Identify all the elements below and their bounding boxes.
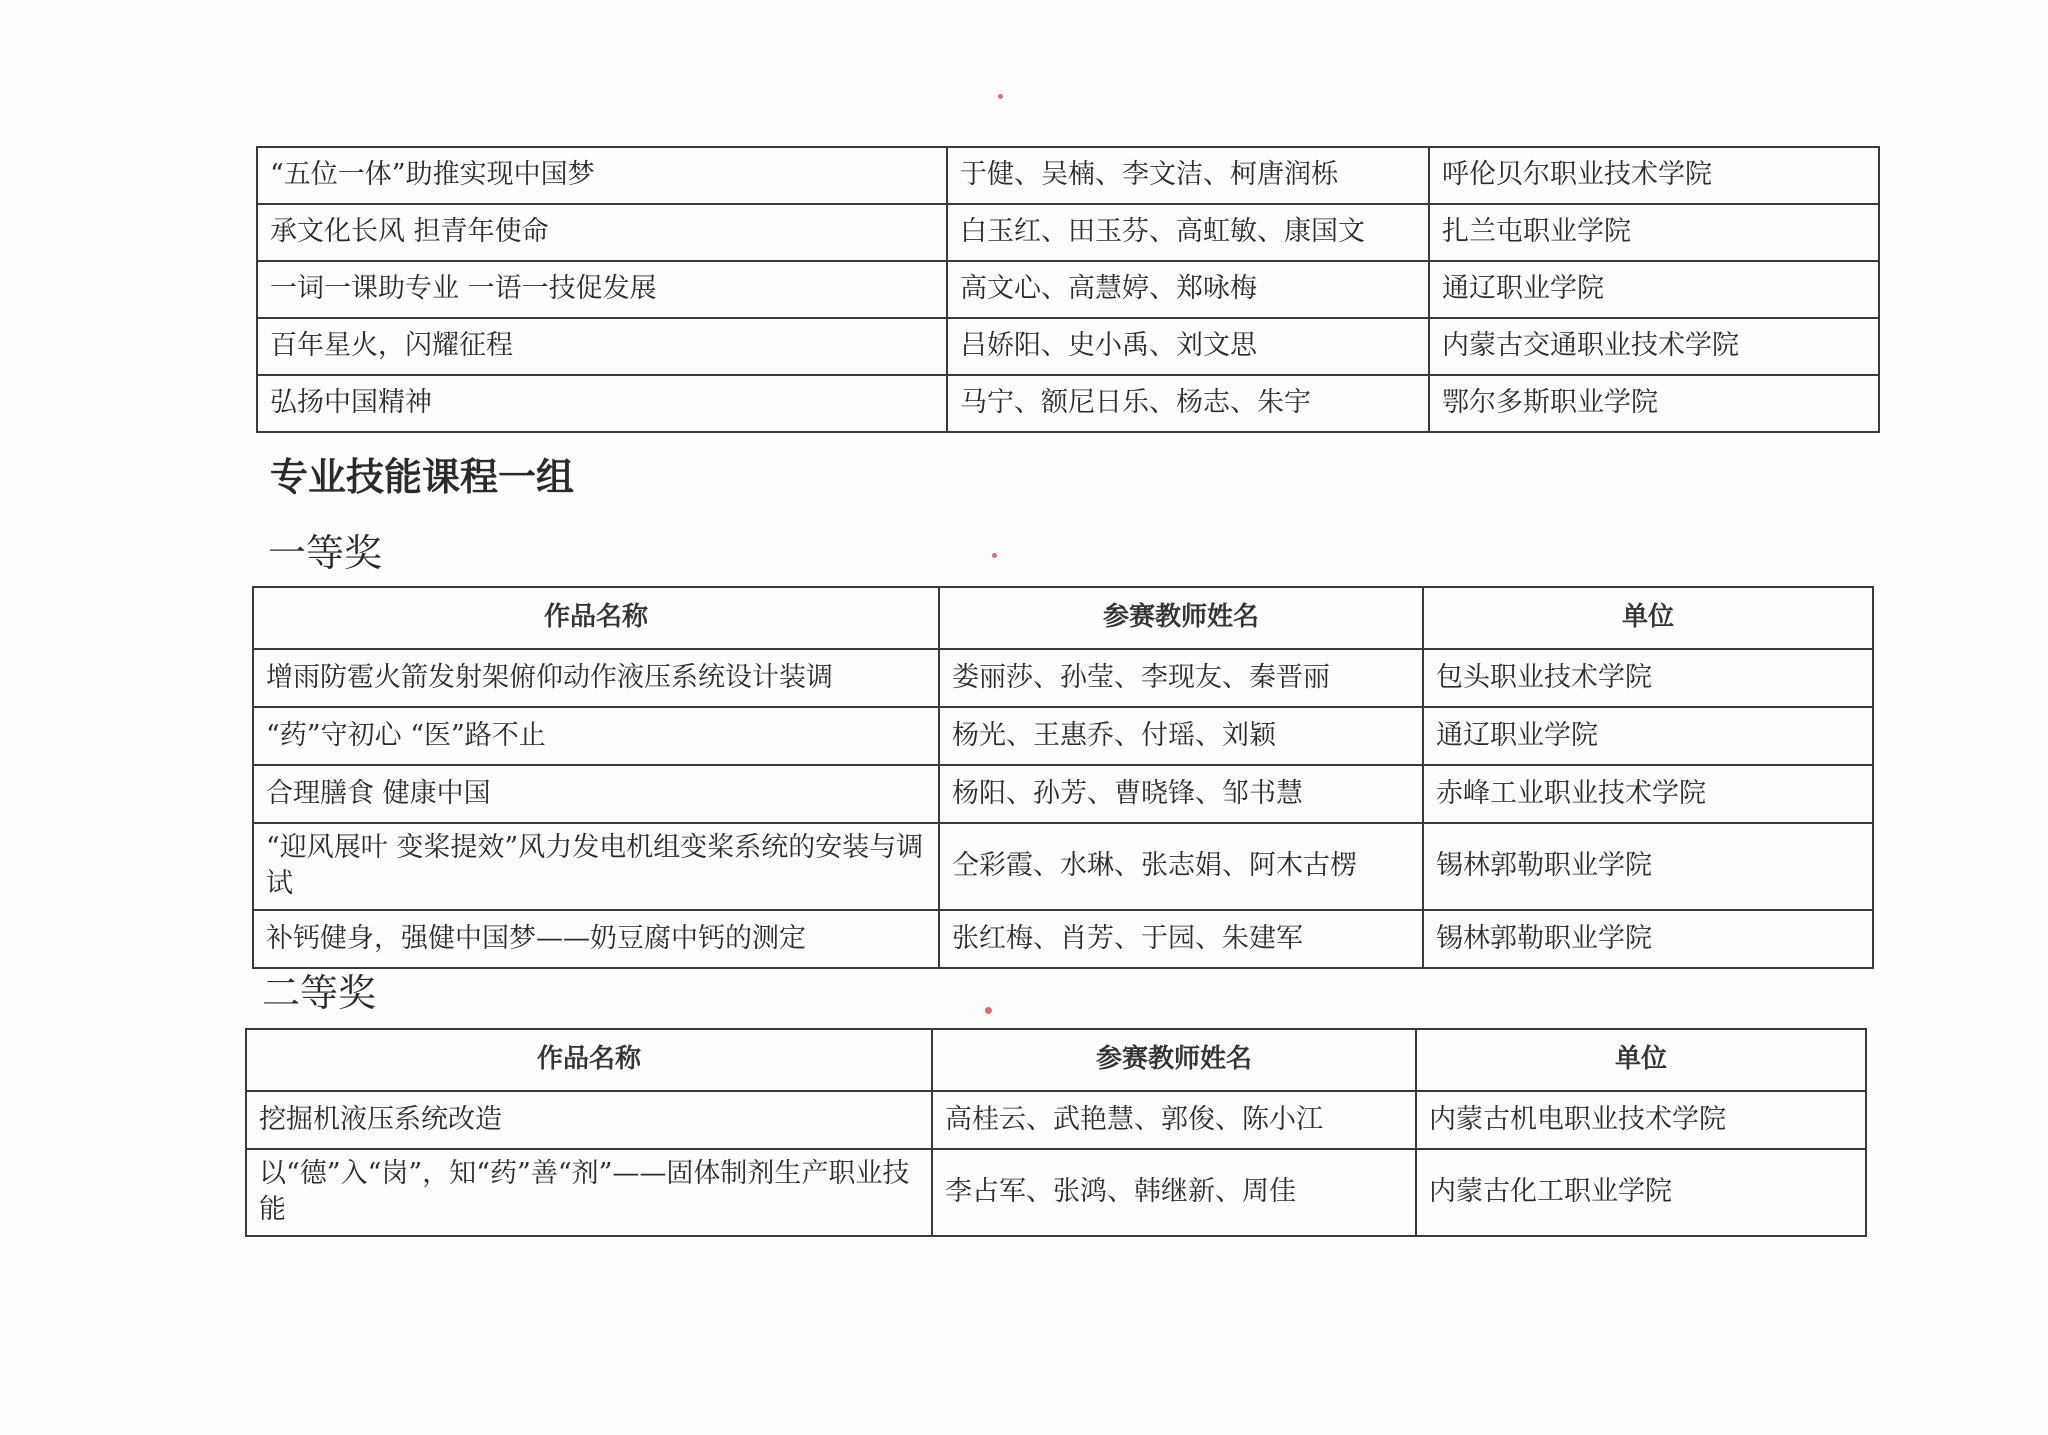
first-prize-table [252, 586, 1874, 969]
column-header-work: 作品名称 [253, 587, 939, 649]
unit-name: 锡林郭勒职业学院 [1423, 910, 1873, 968]
column-header-unit: 单位 [1416, 1029, 1866, 1091]
column-header-teachers: 参赛教师姓名 [932, 1029, 1416, 1091]
table-row [253, 910, 1873, 968]
unit-name: 赤峰工业职业技术学院 [1423, 765, 1873, 823]
unit-name: 通辽职业学院 [1429, 261, 1879, 318]
work-title: “五位一体”助推实现中国梦 [257, 147, 947, 204]
unit-name: 包头职业技术学院 [1423, 649, 1873, 707]
unit-name: 扎兰屯职业学院 [1429, 204, 1879, 261]
unit-name: 内蒙古交通职业技术学院 [1429, 318, 1879, 375]
teacher-names: 仝彩霞、水琳、张志娟、阿木古楞 [939, 823, 1423, 910]
work-title: 弘扬中国精神 [257, 375, 947, 432]
teacher-names: 李占军、张鸿、韩继新、周佳 [932, 1149, 1416, 1236]
print-speck [992, 553, 997, 558]
work-title: 一词一课助专业 一语一技促发展 [257, 261, 947, 318]
unit-name: 锡林郭勒职业学院 [1423, 823, 1873, 910]
teacher-names: 吕娇阳、史小禹、刘文思 [947, 318, 1429, 375]
teacher-names: 马宁、额尼日乐、杨志、朱宇 [947, 375, 1429, 432]
teacher-names: 高文心、高慧婷、郑咏梅 [947, 261, 1429, 318]
teacher-names: 于健、吴楠、李文洁、柯唐润栎 [947, 147, 1429, 204]
table-row [257, 318, 1879, 375]
work-title: 承文化长风 担青年使命 [257, 204, 947, 261]
work-title: 增雨防雹火箭发射架俯仰动作液压系统设计装调 [253, 649, 939, 707]
unit-name: 内蒙古机电职业技术学院 [1416, 1091, 1866, 1149]
print-speck [998, 94, 1003, 99]
print-speck [985, 1007, 992, 1014]
table-row [253, 649, 1873, 707]
table-row [257, 261, 1879, 318]
work-title: 百年星火，闪耀征程 [257, 318, 947, 375]
column-header-work: 作品名称 [246, 1029, 932, 1091]
table-row [257, 147, 1879, 204]
column-header-teachers: 参赛教师姓名 [939, 587, 1423, 649]
unit-name: 呼伦贝尔职业技术学院 [1429, 147, 1879, 204]
work-title: 补钙健身，强健中国梦——奶豆腐中钙的测定 [253, 910, 939, 968]
unit-name: 通辽职业学院 [1423, 707, 1873, 765]
teacher-names: 高桂云、武艳慧、郭俊、陈小江 [932, 1091, 1416, 1149]
work-title: “药”守初心 “医”路不止 [253, 707, 939, 765]
teacher-names: 娄丽莎、孙莹、李现友、秦晋丽 [939, 649, 1423, 707]
table-row [253, 823, 1873, 910]
second-prize-heading: 二等奖 [262, 971, 377, 1015]
teacher-names: 白玉红、田玉芬、高虹敏、康国文 [947, 204, 1429, 261]
second-prize-table [245, 1028, 1867, 1237]
work-title: 挖掘机液压系统改造 [246, 1091, 932, 1149]
table-row [257, 204, 1879, 261]
table-header-row [246, 1029, 1866, 1091]
table-row [246, 1149, 1866, 1236]
work-title: “迎风展叶 变桨提效”风力发电机组变桨系统的安装与调试 [253, 823, 939, 910]
work-title: 以“德”入“岗”，知“药”善“剂”——固体制剂生产职业技能 [246, 1149, 932, 1236]
table-row [253, 765, 1873, 823]
unit-name: 内蒙古化工职业学院 [1416, 1149, 1866, 1236]
unit-name: 鄂尔多斯职业学院 [1429, 375, 1879, 432]
teacher-names: 杨阳、孙芳、曹晓锋、邹书慧 [939, 765, 1423, 823]
table-row [257, 375, 1879, 432]
work-title: 合理膳食 健康中国 [253, 765, 939, 823]
table-header-row [253, 587, 1873, 649]
table-row [253, 707, 1873, 765]
teacher-names: 杨光、王惠乔、付瑶、刘颖 [939, 707, 1423, 765]
table-row [246, 1091, 1866, 1149]
continuation-table [256, 146, 1880, 433]
first-prize-heading: 一等奖 [268, 531, 383, 575]
teacher-names: 张红梅、肖芳、于园、朱建军 [939, 910, 1423, 968]
column-header-unit: 单位 [1423, 587, 1873, 649]
group-title: 专业技能课程一组 [270, 455, 575, 499]
